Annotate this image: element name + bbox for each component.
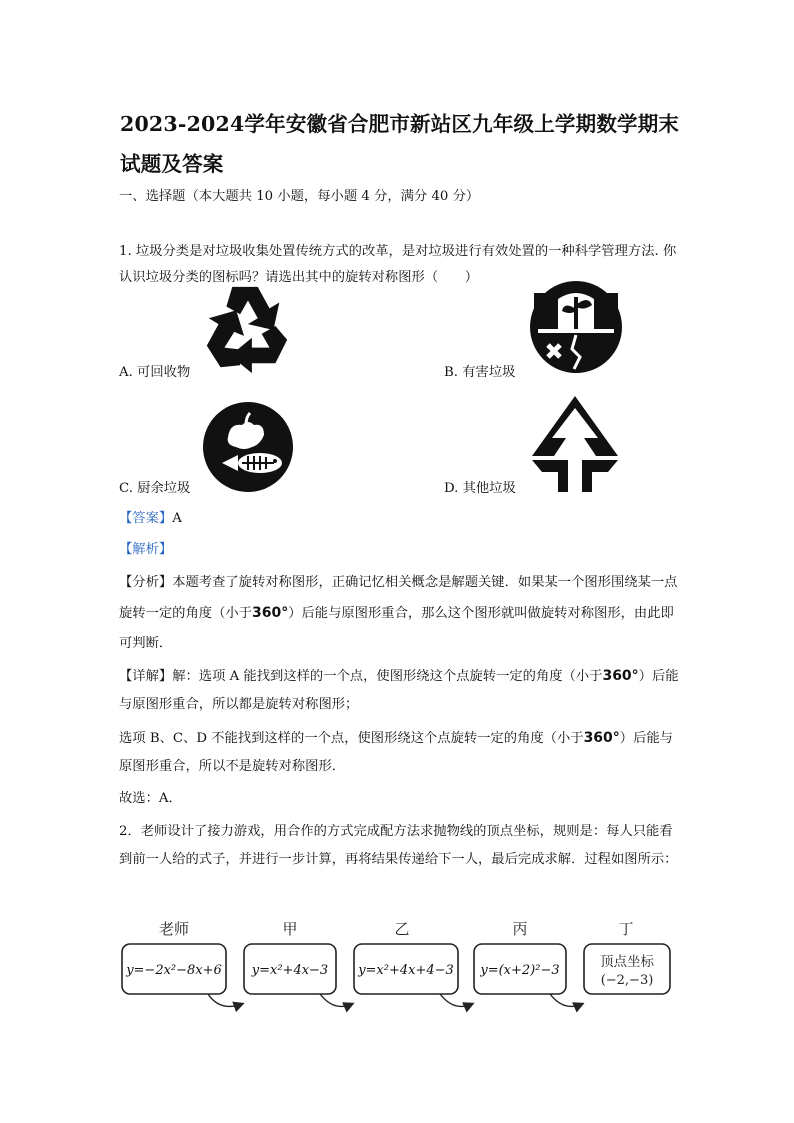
- chain-name-yi: 乙: [394, 920, 410, 938]
- option-c-label: C. 厨余垃圾: [119, 481, 191, 496]
- recycle-icon: [197, 280, 295, 376]
- fenxi-text-1: 本题考查了旋转对称图形，正确记忆相关概念是解题关键．如果某一个图形围绕某一点旋转一定的角度（小于: [119, 575, 678, 621]
- chain-name-jia: 甲: [282, 920, 298, 938]
- detail-paragraph-1: [119, 662, 679, 719]
- detail-text-2b: ）后能与原图形重合，所以不是旋转对称图形．: [119, 731, 673, 774]
- chain-arrow-2: [320, 994, 352, 1006]
- detail-text-1b: ）后能与原图形重合，所以都是旋转对称图形；: [119, 669, 679, 712]
- detail-paragraph-2: [119, 724, 679, 781]
- kitchen-waste-icon: [202, 401, 294, 493]
- detail-text-1a: 解：选项 A 能找到这样的一个点，使图形绕这个点旋转一定的角度（小于: [172, 669, 603, 684]
- conclusion: 故选：A．: [119, 791, 182, 806]
- chain-expr-teacher: y=−2x²−8x+6: [126, 963, 222, 978]
- chain-expr-yi: y=x²+4x+4−3: [358, 963, 454, 978]
- chain-name-bing: 丙: [512, 920, 528, 938]
- chain-name-ding: 丁: [618, 920, 634, 938]
- chain-expr-ding-line2: (−2,−3): [600, 973, 654, 988]
- degree-value: 360°: [602, 668, 639, 684]
- answer-value: A: [172, 511, 182, 526]
- chain-arrow-3: [440, 994, 472, 1006]
- hazardous-waste-icon: [528, 279, 624, 375]
- detail-tag: 【详解】: [119, 669, 173, 684]
- section-heading: 一、选择题（本大题共 10 小题，每小题 4 分，满分 40 分）: [119, 189, 480, 204]
- analysis-tag: 【解析】: [119, 542, 173, 557]
- option-b-label: B. 有害垃圾: [444, 365, 516, 380]
- detail-text-2a: 选项 B、C、D 不能找到这样的一个点，使图形绕这个点旋转一定的角度（小于: [119, 731, 584, 746]
- chain-expr-bing: y=(x+2)²−3: [480, 963, 560, 978]
- degree-value: 360°: [251, 605, 289, 621]
- degree-value: 360°: [583, 730, 620, 746]
- question-2-text: 2．老师设计了接力游戏，用合作的方式完成配方法求抛物线的顶点坐标，规则是：每人只能看到前一人给的式子，并进行一步计算，再将结果传递给下一人，最后完成求解．过程如图所示：: [119, 824, 678, 867]
- option-d-label: D. 其他垃圾: [444, 481, 516, 496]
- analysis-paragraph: [119, 568, 679, 659]
- answer-tag: 【答案】: [119, 511, 173, 526]
- chain-arrow-4: [550, 994, 582, 1006]
- relay-chain-diagram: [116, 914, 676, 1018]
- fenxi-text-2: ）后能与原图形重合，那么这个图形就叫做旋转对称图形，由此即可判断．: [119, 606, 674, 651]
- answer-line: [119, 510, 182, 528]
- option-a-label: A. 可回收物: [119, 365, 191, 380]
- page-title: 2023-2024学年安徽省合肥市新站区九年级上学期数学期末试题及答案: [120, 112, 680, 176]
- chain-expr-ding-line1: 顶点坐标: [600, 954, 654, 970]
- fenxi-tag: 【分析】: [119, 575, 173, 590]
- other-waste-icon: [528, 392, 622, 492]
- chain-arrow-1: [208, 994, 242, 1006]
- question-1-text: 1. 垃圾分类是对垃圾收集处置传统方式的改革，是对垃圾进行有效处置的一种科学管理方法. 你认识垃圾分类的图标吗？请选出其中的旋转对称图形（ ）: [119, 244, 677, 285]
- chain-name-teacher: 老师: [158, 920, 190, 938]
- chain-expr-jia: y=x²+4x−3: [251, 963, 329, 978]
